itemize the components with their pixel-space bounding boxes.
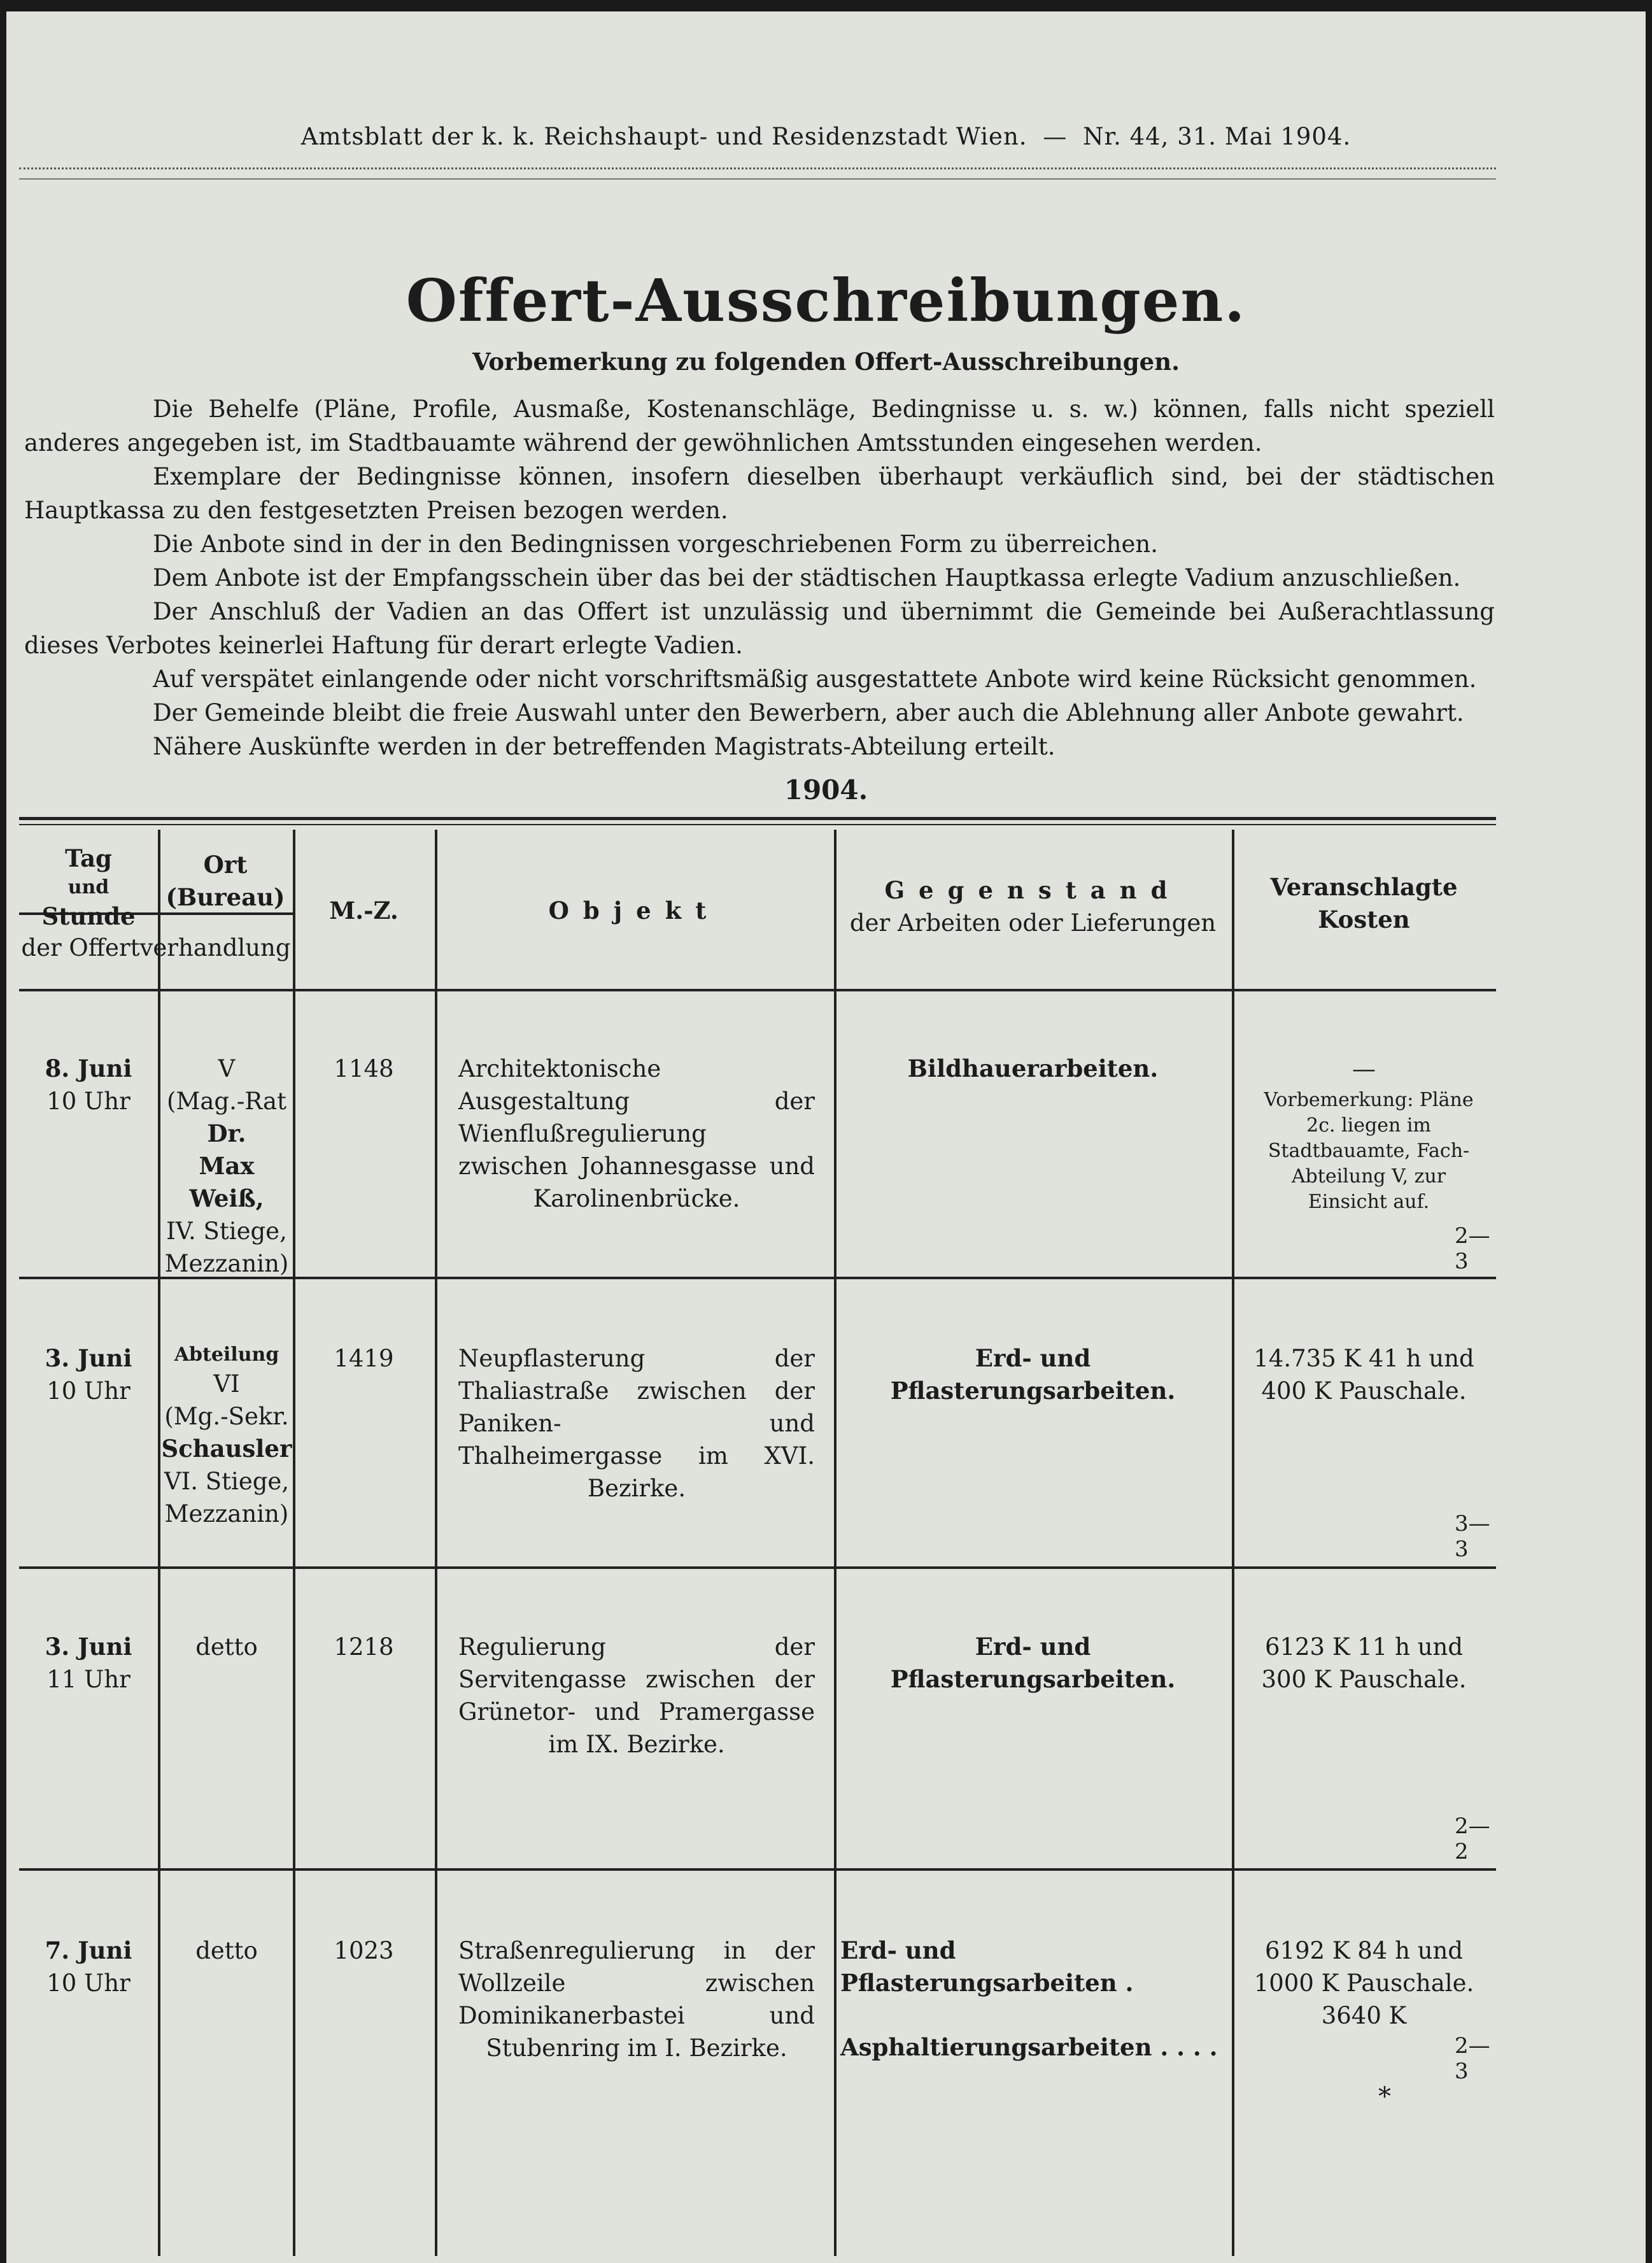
row-rule [19,1566,1496,1569]
table-row-pages: 2—3 [1455,2033,1490,2084]
intro-text [24,392,1495,763]
page-subtitle: Vorbemerkung zu folgenden Offert-Ausschreibungen. [472,348,1180,376]
table-row-pages: 2—3 [1455,1223,1490,1274]
table-row-kosten: 14.735 K 41 h und 400 K Pauschale. [1253,1345,1474,1405]
footer-mark: * [1378,2082,1391,2111]
table-row-mz: 1419 [334,1345,394,1372]
tender-table [19,830,1496,2262]
table-row-kosten: — [1352,1055,1376,1082]
intro-paragraph: Die Behelfe (Pläne, Profile, Ausmaße, Kostenanschläge, Bedingnisse u. s. w.) können, falls nicht speziell anderes angegeben ist, im Stadtbauamte während der gewöhnlichen Amtsstunden eingesehen werden. [24,395,1495,457]
row-rule [19,1868,1496,1871]
column-header-ort: Ort (Bureau) [166,851,285,911]
column-header-kosten: Veranschlagte Kosten [1270,873,1458,933]
running-header [6,123,1646,150]
table-row-mz: 1148 [334,1055,394,1082]
column-divider [158,830,160,2256]
intro-paragraph: Dem Anbote ist der Empfangsschein über das bei der städtischen Hauptkassa erlegte Vadium anzuschließen. [153,564,1461,592]
column-header-offertverhandlung: der Offertverhandlung [21,934,291,961]
table-row-note: Vorbemerkung: Pläne 2c. liegen im Stadtbauamte, Fach-Abteilung V, zur Einsicht auf. [1264,1089,1474,1213]
column-header-objekt: Objekt [548,897,721,925]
table-row-pages: 3—3 [1455,1511,1490,1562]
column-divider [293,830,295,2256]
table-row-ort: Abteilung VI (Mg.-Sekr. Schausler VI. Stiege, Mezzanin) [161,1344,292,1528]
table-top-rule [19,817,1496,825]
header-rule [19,167,1496,180]
table-row-gegenstand: Bildhauerarbeiten. [907,1054,1159,1082]
table-row-gegenstand: Erd- und Pflasterungsarbeiten . Asphaltierungsarbeiten . . . . [840,1936,1218,2061]
table-row-ort: V (Mag.-Rat Dr. Max Weiß, IV. Stiege, Mezzanin) [164,1055,289,1277]
table-row-date: 3. Juni 11 Uhr [45,1633,132,1693]
table-row-pages: 2—2 [1455,1813,1490,1864]
table-row-date: 7. Juni 10 Uhr [45,1936,132,1997]
intro-paragraph: Der Anschluß der Vadien an das Offert ist unzulässig und übernimmt die Gemeinde bei Außerachtlassung dieses Verbotes keinerlei Haftung für derart erlegte Vadien. [24,598,1495,659]
table-row-ort: detto [195,1937,258,1964]
table-row-date: 3. Juni 10 Uhr [45,1344,132,1405]
table-row-objekt: Architektonische Ausgestaltung der Wienflußregulierung zwischen Johannesgasse und Karolinenbrücke. [458,1055,815,1212]
column-header-mz: M.-Z. [329,897,399,925]
intro-paragraph: Der Gemeinde bleibt die freie Auswahl unter den Bewerbern, aber auch die Ablehnung aller Anbote gewahrt. [153,699,1464,727]
intro-paragraph: Auf verspätet einlangende oder nicht vorschriftsmäßig ausgestattete Anbote wird keine Rücksicht genommen. [153,665,1477,693]
intro-paragraph: Nähere Auskünfte werden in der betreffenden Magistrats-Abteilung erteilt. [153,733,1055,760]
column-divider [1232,830,1234,2256]
table-row-mz: 1023 [334,1937,394,1964]
column-header-gegenstand: Gegenstand der Arbeiten oder Lieferungen [849,876,1217,937]
table-row-objekt: Neupflasterung der Thaliastraße zwischen der Paniken- und Thalheimergasse im XVI. Bezirke. [458,1345,815,1502]
table-row-gegenstand: Erd- und Pflasterungsarbeiten. [890,1344,1176,1405]
table-row-date: 8. Juni 10 Uhr [45,1054,132,1115]
column-divider [834,830,837,2256]
table-row-gegenstand: Erd- und Pflasterungsarbeiten. [890,1633,1176,1693]
year-heading: 1904. [784,774,868,805]
table-row-objekt: Regulierung der Servitengasse zwischen der Grünetor- und Pramergasse im IX. Bezirke. [458,1633,815,1758]
page-title: Offert-Ausschreibungen. [406,266,1246,335]
table-row-kosten: 6123 K 11 h und 300 K Pauschale. [1261,1633,1467,1693]
header-bottom-rule [19,989,1496,991]
table-row-kosten: 6192 K 84 h und 1000 K Pauschale. 3640 K [1253,1937,1474,2029]
column-header-tag: Tag und Stunde [41,844,136,930]
header-publication: Amtsblatt der k. k. Reichshaupt- und Residenzstadt Wien. [300,123,1027,150]
document-page [6,11,1646,2263]
intro-paragraph: Die Anbote sind in der in den Bedingnissen vorgeschriebenen Form zu überreichen. [153,530,1158,558]
table-row-mz: 1218 [334,1633,394,1661]
header-issue: Nr. 44, 31. Mai 1904. [1083,123,1352,150]
table-row-ort: detto [195,1633,258,1661]
header-dash: — [1043,123,1068,150]
intro-paragraph: Exemplare der Bedingnisse können, insofern dieselben überhaupt verkäuflich sind, bei der städtischen Hauptkassa zu den festgesetzten Preisen bezogen werden. [24,463,1495,524]
column-divider [435,830,437,2256]
table-row-objekt: Straßenregulierung in der Wollzeile zwischen Dominikanerbastei und Stubenring im I. Bezirke. [458,1937,815,2062]
